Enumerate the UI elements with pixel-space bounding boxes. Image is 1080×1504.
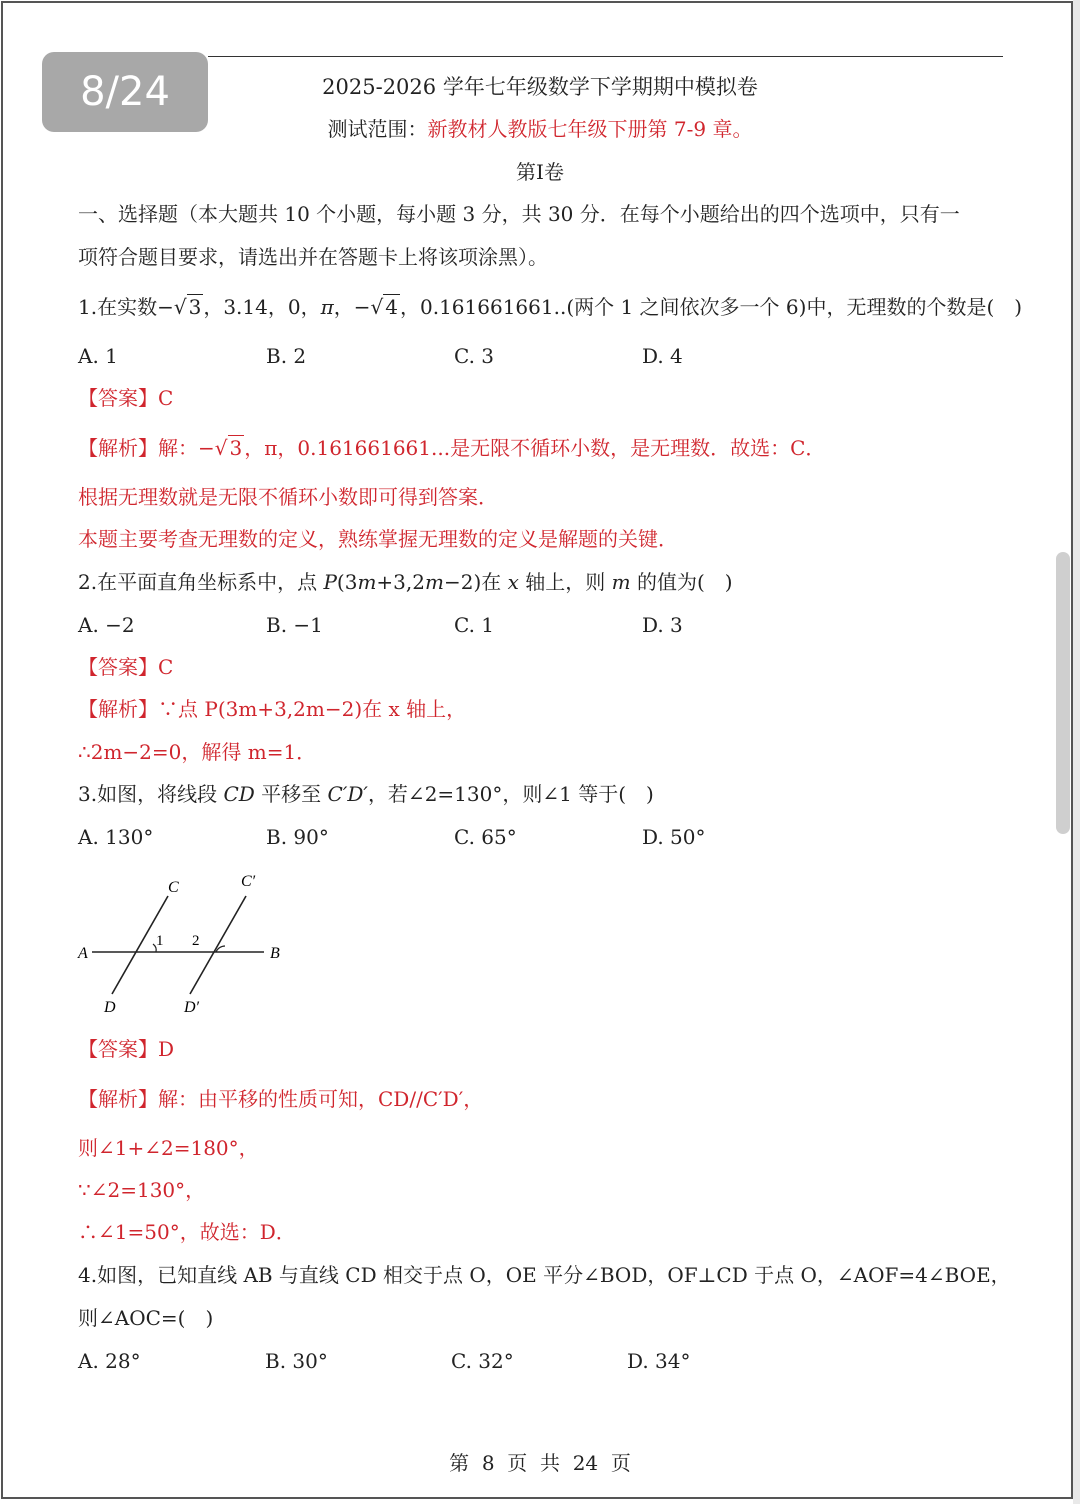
page-indicator-badge: 8/24	[42, 52, 208, 132]
viewer-edge	[1073, 0, 1080, 1504]
label-c-prime: C′	[241, 873, 256, 890]
q1-analysis-radicand: 3	[229, 436, 243, 460]
q1-text: ，−	[333, 295, 371, 319]
page-footer: 第 8 页 共 24 页	[449, 1451, 631, 1475]
sqrt-symbol: √ 3	[214, 436, 243, 460]
q3-option-c: C. 65°	[454, 825, 517, 849]
section-intro-line2: 项符合题目要求，请选出并在答题卡上将该项涂黑）。	[78, 245, 548, 269]
q3-text: 平移至	[254, 782, 328, 806]
q2-text: (3	[336, 570, 358, 594]
q1-analysis	[78, 433, 825, 463]
test-scope	[0, 114, 1080, 144]
q1-analysis-text: ，π，0.161661661...是无限不循环小数，是无理数．故选：C．	[244, 436, 826, 460]
q1-radicand-1: 3	[188, 295, 202, 319]
q1-pi: π	[320, 295, 334, 319]
q1-option-c: C. 3	[454, 344, 495, 368]
q3-analysis-2: 则∠1+∠2=180°，	[78, 1136, 259, 1160]
q3-segment-cd-prime: C′D′	[327, 782, 368, 806]
q3-answer: 【答案】D	[78, 1037, 175, 1061]
scope-value: 新教材人教版七年级下册第 7-9 章。	[427, 117, 753, 141]
q2-var-m: m	[611, 570, 631, 594]
q2-option-b: B. −1	[266, 613, 323, 637]
q4-stem-line2: 则∠AOC=( )	[78, 1306, 214, 1330]
q2-analysis-2: ∴2m−2=0，解得 m=1．	[78, 740, 317, 764]
q1-note-2: 本题主要考查无理数的定义，熟练掌握无理数的定义是解题的关键．	[78, 527, 678, 551]
q3-analysis-3: ∵∠2=130°，	[78, 1178, 206, 1202]
q1-text: ，0.161661661..(两个 1 之间依次多一个 6)中，无理数的个数是( )	[400, 295, 1023, 319]
q3-segment-cd: CD	[223, 782, 255, 806]
q3-option-a: A. 130°	[78, 825, 154, 849]
scrollbar-thumb[interactable]	[1056, 552, 1070, 834]
q2-var-m: m	[425, 570, 444, 594]
q3-option-d: D. 50°	[642, 825, 706, 849]
exam-title: 2025-2026 学年七年级数学下学期期中模拟卷	[322, 75, 758, 99]
q3-analysis-4: ∴∠1=50°，故选：D．	[78, 1220, 296, 1244]
q2-text: 轴上，则	[518, 570, 612, 594]
sqrt-symbol: √ 4	[370, 295, 398, 319]
q2-answer: 【答案】C	[78, 655, 174, 679]
label-a: A	[78, 945, 88, 962]
section-intro-line1: 一、选择题（本大题共 10 个小题，每小题 3 分，共 30 分．在每个小题给出的四个选项中，只有一	[78, 202, 960, 226]
q1-note-1: 根据无理数就是无限不循环小数即可得到答案．	[78, 485, 498, 509]
q2-text: 的值为( )	[630, 570, 733, 594]
q1-analysis-text: 【解析】解：−	[78, 436, 215, 460]
scope-label: 测试范围：	[327, 117, 428, 141]
q4-option-c: C. 32°	[451, 1349, 514, 1373]
q3-stem	[78, 779, 654, 809]
q1-radicand-2: 4	[385, 295, 398, 319]
q3-translation-figure	[74, 866, 294, 1020]
q1-text: ，3.14，0，	[203, 295, 321, 319]
q1-stem	[78, 292, 1022, 322]
q3-analysis-1: 【解析】解：由平移的性质可知，CD//C′D′，	[78, 1087, 484, 1111]
label-d-prime: D′	[184, 999, 200, 1016]
label-d: D	[104, 999, 116, 1016]
q3-text: ，若∠2=130°，则∠1 等于( )	[367, 782, 654, 806]
q1-option-b: B. 2	[266, 344, 307, 368]
q1-answer: 【答案】C	[78, 386, 174, 410]
q2-stem	[78, 567, 733, 597]
q2-var-m: m	[357, 570, 377, 594]
header-rule	[208, 56, 1003, 57]
q2-var-x: x	[507, 570, 519, 594]
q4-option-b: B. 30°	[265, 1349, 328, 1373]
label-b: B	[270, 945, 280, 962]
label-c: C	[168, 879, 179, 896]
q4-option-a: A. 28°	[78, 1349, 141, 1373]
q1-option-d: D. 4	[642, 344, 683, 368]
q2-option-c: C. 1	[454, 613, 495, 637]
q2-analysis-1: 【解析】∵点 P(3m+3,2m−2)在 x 轴上，	[78, 697, 467, 721]
q2-point-p: P	[323, 570, 337, 594]
q2-text: +3,2	[376, 570, 425, 594]
q1-option-a: A. 1	[78, 344, 118, 368]
q4-stem-line1: 4.如图，已知直线 AB 与直线 CD 相交于点 O，OE 平分∠BOD，OF⊥CD 于点 O，∠AOF=4∠BOE，	[78, 1263, 1011, 1287]
label-angle-2: 2	[192, 933, 200, 949]
q3-option-b: B. 90°	[266, 825, 329, 849]
q2-option-a: A. −2	[78, 613, 135, 637]
q2-text: −2)在	[443, 570, 508, 594]
q3-text: 3.如图，将线段	[78, 782, 224, 806]
sqrt-symbol: √ 3	[173, 295, 202, 319]
q4-option-d: D. 34°	[627, 1349, 691, 1373]
q2-text: 2.在平面直角坐标系中，点	[78, 570, 324, 594]
label-angle-1: 1	[156, 933, 164, 949]
volume-heading: 第I卷	[516, 160, 564, 184]
q2-option-d: D. 3	[642, 613, 683, 637]
q1-text: 1.在实数−	[78, 295, 174, 319]
